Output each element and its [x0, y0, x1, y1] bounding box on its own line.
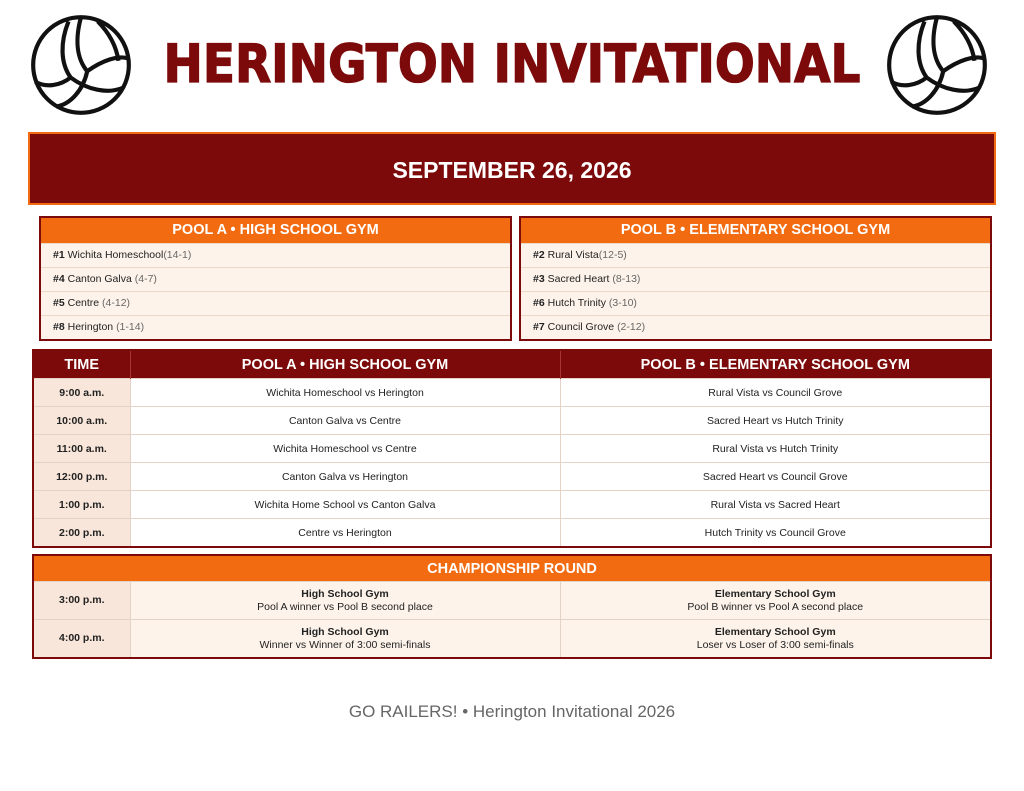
match-time: 4:00 p.m. [33, 620, 130, 659]
championship-match-b [560, 620, 991, 659]
championship-match-b [560, 582, 991, 620]
team-seed: #2 [533, 249, 545, 261]
team-seed: #3 [533, 273, 545, 285]
match-time: 11:00 a.m. [33, 435, 130, 463]
pool-b-match: Rural Vista vs Council Grove [560, 379, 991, 407]
pool-b-match: Hutch Trinity vs Council Grove [560, 519, 991, 548]
pool-b-match: Rural Vista vs Hutch Trinity [560, 435, 991, 463]
pool-b-match: Rural Vista vs Sacred Heart [560, 491, 991, 519]
schedule-table [32, 349, 992, 548]
team-seed: #4 [53, 273, 65, 285]
pool-team-row [41, 315, 510, 339]
team-name: Hutch Trinity [547, 297, 606, 309]
match-time: 10:00 a.m. [33, 407, 130, 435]
gym-label: High School Gym [301, 625, 389, 638]
team-name: Centre [67, 297, 100, 309]
team-name: Herington [67, 321, 114, 333]
team-record: (4-7) [134, 273, 157, 285]
gym-label: High School Gym [301, 587, 389, 600]
table-row [33, 519, 991, 548]
table-row [33, 407, 991, 435]
match-time: 9:00 a.m. [33, 379, 130, 407]
footer-text: GO RAILERS! • Herington Invitational 2026 [348, 702, 676, 721]
team-record: (4-12) [102, 297, 131, 309]
pool-team-row [521, 315, 990, 339]
championship-heading: CHAMPIONSHIP ROUND [33, 555, 991, 582]
match-description: Pool B winner vs Pool A second place [687, 600, 864, 613]
pool-team-row [41, 267, 510, 291]
championship-match-a [130, 620, 560, 659]
team-record: (1-14) [116, 321, 145, 333]
gym-label: Elementary School Gym [714, 587, 836, 600]
team-name: Sacred Heart [547, 273, 610, 285]
match-time: 2:00 p.m. [33, 519, 130, 548]
match-description: Loser vs Loser of 3:00 semi-finals [696, 638, 854, 651]
page-title: HERINGTON INVITATIONAL [163, 33, 861, 96]
pool-team-row [521, 267, 990, 291]
team-record: (12-5) [598, 249, 627, 261]
pool-b-column-header: POOL B • ELEMENTARY SCHOOL GYM [560, 350, 991, 379]
team-name: Wichita Homeschool [67, 249, 164, 261]
pool-b-match: Sacred Heart vs Hutch Trinity [560, 407, 991, 435]
pool-a-match: Canton Galva vs Centre [130, 407, 560, 435]
pool-a-match: Canton Galva vs Herington [130, 463, 560, 491]
date-banner: SEPTEMBER 26, 2026 [28, 132, 996, 205]
championship-header-row [33, 555, 991, 582]
pool-team-row [41, 243, 510, 267]
table-row [33, 491, 991, 519]
pool-a-heading: POOL A • HIGH SCHOOL GYM [41, 218, 510, 243]
team-record: (14-1) [163, 249, 192, 261]
match-time: 1:00 p.m. [33, 491, 130, 519]
pool-b-heading: POOL B • ELEMENTARY SCHOOL GYM [521, 218, 990, 243]
team-name: Rural Vista [547, 249, 599, 261]
team-name: Canton Galva [67, 273, 132, 285]
table-row [33, 620, 991, 659]
table-row [33, 379, 991, 407]
table-row [33, 463, 991, 491]
pool-a-box [39, 216, 512, 341]
pool-a-match: Wichita Homeschool vs Herington [130, 379, 560, 407]
schedule-header-row [33, 350, 991, 379]
pool-b-box [519, 216, 992, 341]
time-column-header: TIME [33, 350, 130, 379]
team-seed: #5 [53, 297, 65, 309]
team-record: (3-10) [608, 297, 637, 309]
championship-match-a [130, 582, 560, 620]
team-record: (8-13) [612, 273, 641, 285]
pool-team-row [521, 291, 990, 315]
table-row [33, 435, 991, 463]
pool-team-row [521, 243, 990, 267]
team-name: Council Grove [547, 321, 615, 333]
pool-a-column-header: POOL A • HIGH SCHOOL GYM [130, 350, 560, 379]
match-description: Winner vs Winner of 3:00 semi-finals [259, 638, 431, 651]
team-seed: #8 [53, 321, 65, 333]
match-time: 12:00 p.m. [33, 463, 130, 491]
pool-b-match: Sacred Heart vs Council Grove [560, 463, 991, 491]
team-seed: #6 [533, 297, 545, 309]
pool-team-row [41, 291, 510, 315]
team-record: (2-12) [617, 321, 646, 333]
championship-table [32, 554, 992, 659]
table-row [33, 582, 991, 620]
gym-label: Elementary School Gym [714, 625, 836, 638]
team-seed: #1 [53, 249, 65, 261]
pool-a-match: Wichita Homeschool vs Centre [130, 435, 560, 463]
team-seed: #7 [533, 321, 545, 333]
match-description: Pool A winner vs Pool B second place [257, 600, 433, 613]
match-time: 3:00 p.m. [33, 582, 130, 620]
pool-a-match: Centre vs Herington [130, 519, 560, 548]
pool-a-match: Wichita Home School vs Canton Galva [130, 491, 560, 519]
